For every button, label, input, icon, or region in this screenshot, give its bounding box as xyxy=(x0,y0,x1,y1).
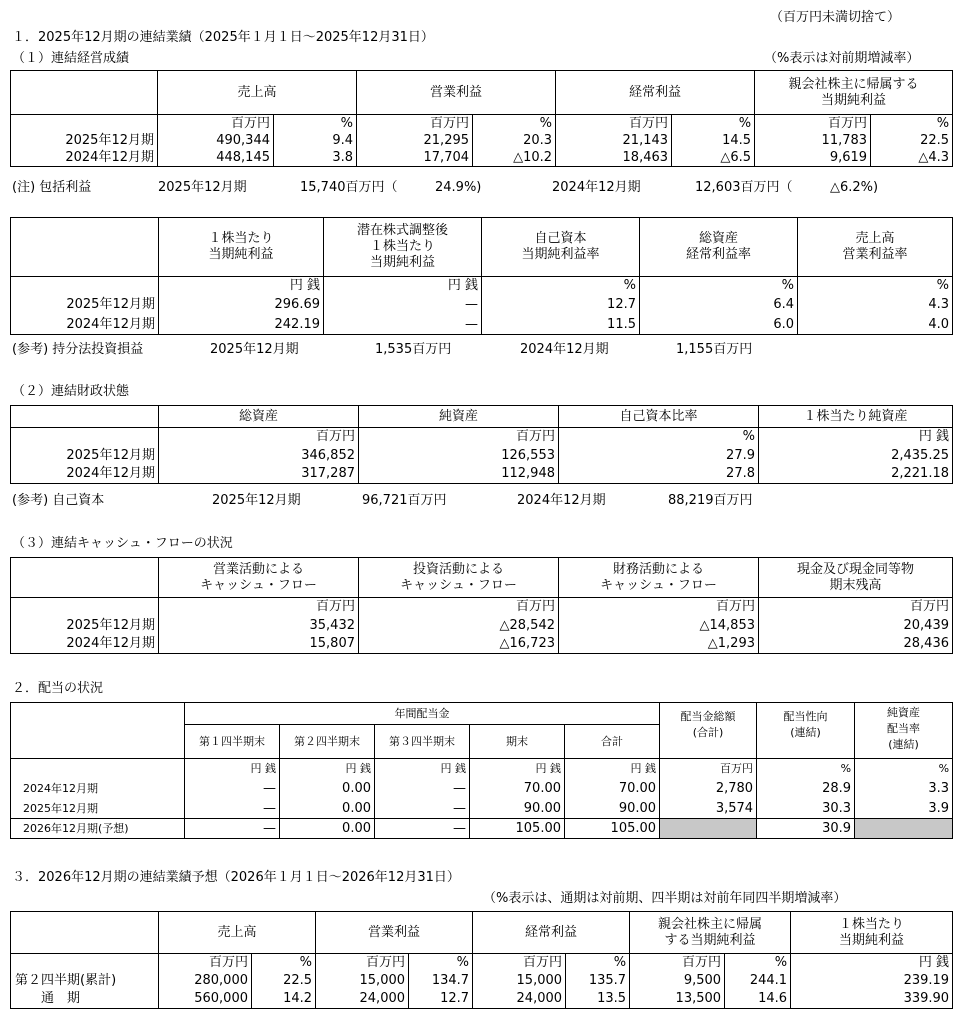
row-label: 2026年12月期(予想) xyxy=(11,819,185,839)
value-cell: 70.00 xyxy=(565,779,660,799)
value-cell: 112,948 xyxy=(359,465,559,484)
value-cell: 24,000 xyxy=(316,990,409,1009)
header-cell: １株当たり 当期純利益 xyxy=(159,218,324,277)
value-cell: 18,463 xyxy=(556,149,672,167)
value-cell: 3.3 xyxy=(855,779,953,799)
value-cell: — xyxy=(324,295,482,315)
value-cell: △16,723 xyxy=(359,635,559,654)
header-cell: 第１四半期末 xyxy=(185,725,280,759)
value-cell: 3.9 xyxy=(855,799,953,819)
value-cell: — xyxy=(375,819,470,839)
header-cell: 期末 xyxy=(470,725,565,759)
value-cell: 70.00 xyxy=(470,779,565,799)
unit-cell: 百万円 xyxy=(159,598,359,616)
unit-cell: 百万円 xyxy=(359,428,559,446)
value-cell: 14.6 xyxy=(725,990,791,1009)
results-table xyxy=(10,70,953,167)
header-cell: 合計 xyxy=(565,725,660,759)
value-cell: 346,852 xyxy=(159,446,359,465)
value-cell: 15,807 xyxy=(159,635,359,654)
header-cell: 財務活動による キャッシュ・フロー xyxy=(559,558,759,598)
unit-cell: 百万円 xyxy=(316,954,409,971)
value-cell: △4.3 xyxy=(871,149,953,167)
unit-cell: % xyxy=(252,954,316,971)
forecast-table xyxy=(10,911,953,1009)
dividends-table xyxy=(10,702,953,839)
value-cell: 30.3 xyxy=(757,799,855,819)
value-cell: 6.4 xyxy=(640,295,798,315)
value-cell: 0.00 xyxy=(280,779,375,799)
unit-cell: 円 銭 xyxy=(470,759,565,779)
value-cell: △14,853 xyxy=(559,616,759,635)
value-cell: 11,783 xyxy=(755,132,871,149)
shaded-cell xyxy=(660,819,757,839)
header-cell: 総資産 経常利益率 xyxy=(640,218,798,277)
header-cell: 経常利益 xyxy=(556,71,755,115)
row-label xyxy=(11,598,159,616)
value-cell: 3,574 xyxy=(660,799,757,819)
value-cell: 28.9 xyxy=(757,779,855,799)
unit-cell: % xyxy=(482,277,640,295)
header-cell: 売上高 営業利益率 xyxy=(798,218,953,277)
unit-cell: 百万円 xyxy=(357,115,473,132)
header-cell: 現金及び現金同等物 期末残高 xyxy=(759,558,953,598)
value-cell: 4.3 xyxy=(798,295,953,315)
value-cell: △6.5 xyxy=(672,149,755,167)
header-cell: 総資産 xyxy=(159,406,359,428)
value-cell: 12.7 xyxy=(482,295,640,315)
corner-cell xyxy=(11,218,159,277)
unit-cell: % xyxy=(871,115,953,132)
corner-cell xyxy=(11,71,158,115)
value-cell: △10.2 xyxy=(473,149,556,167)
unit-cell: % xyxy=(798,277,953,295)
value-cell: — xyxy=(375,779,470,799)
value-cell: 12.7 xyxy=(409,990,473,1009)
value-cell: △1,293 xyxy=(559,635,759,654)
value-cell: 15,000 xyxy=(473,971,566,990)
cashflow-table xyxy=(10,557,953,654)
unit-cell: % xyxy=(672,115,755,132)
value-cell: 90.00 xyxy=(565,799,660,819)
unit-cell: 百万円 xyxy=(630,954,725,971)
header-cell: 営業活動による キャッシュ・フロー xyxy=(159,558,359,598)
unit-note: （百万円未満切捨て） xyxy=(770,10,901,25)
row-label: 2025年12月期 xyxy=(11,295,159,315)
row-label: 2025年12月期 xyxy=(11,132,158,149)
per-share-table xyxy=(10,217,953,335)
value-cell: 22.5 xyxy=(252,971,316,990)
unit-cell: 円 銭 xyxy=(280,759,375,779)
value-cell: 15,000 xyxy=(316,971,409,990)
unit-cell: 百万円 xyxy=(159,428,359,446)
header-cell: 第２四半期末 xyxy=(280,725,375,759)
unit-cell: 円 銭 xyxy=(375,759,470,779)
value-cell: 280,000 xyxy=(159,971,252,990)
unit-cell: % xyxy=(566,954,630,971)
value-cell: 448,145 xyxy=(158,149,274,167)
value-cell: 9,500 xyxy=(630,971,725,990)
value-cell: 9.4 xyxy=(274,132,357,149)
value-cell: 560,000 xyxy=(159,990,252,1009)
value-cell: △28,542 xyxy=(359,616,559,635)
value-cell: 317,287 xyxy=(159,465,359,484)
value-cell: 27.8 xyxy=(559,465,759,484)
row-label xyxy=(11,954,159,971)
value-cell: 27.9 xyxy=(559,446,759,465)
value-cell: 17,704 xyxy=(357,149,473,167)
row-label xyxy=(11,277,159,295)
unit-cell: % xyxy=(757,759,855,779)
unit-cell: % xyxy=(274,115,357,132)
value-cell: 3.8 xyxy=(274,149,357,167)
value-cell: 14.2 xyxy=(252,990,316,1009)
value-cell: 4.0 xyxy=(798,315,953,335)
row-label xyxy=(11,115,158,132)
value-cell: 242.19 xyxy=(159,315,324,335)
value-cell: — xyxy=(185,799,280,819)
value-cell: 2,435.25 xyxy=(759,446,953,465)
header-cell: １株当たり 当期純利益 xyxy=(791,912,953,954)
value-cell: 28,436 xyxy=(759,635,953,654)
value-cell: 339.90 xyxy=(791,990,953,1009)
row-label: 2024年12月期 xyxy=(11,315,159,335)
cashflow-title: （３）連結キャッシュ・フローの状況 xyxy=(12,536,233,551)
unit-cell: 円 銭 xyxy=(791,954,953,971)
header-cell: 親会社株主に帰属 する当期純利益 xyxy=(630,912,791,954)
unit-cell: 百万円 xyxy=(660,759,757,779)
value-cell: 90.00 xyxy=(470,799,565,819)
unit-cell: % xyxy=(725,954,791,971)
header-cell: 配当性向 (連結) xyxy=(757,703,855,759)
header-cell: 自己資本 当期純利益率 xyxy=(482,218,640,277)
value-cell: 9,619 xyxy=(755,149,871,167)
group-header: 年間配当金 xyxy=(185,703,660,725)
value-cell: 35,432 xyxy=(159,616,359,635)
row-label: 第２四半期(累計) xyxy=(11,971,159,990)
row-label xyxy=(11,428,159,446)
value-cell: 296.69 xyxy=(159,295,324,315)
row-label: 2024年12月期 xyxy=(11,779,185,799)
row-label: 2024年12月期 xyxy=(11,465,159,484)
row-label: 2025年12月期 xyxy=(11,616,159,635)
header-cell: 自己資本比率 xyxy=(559,406,759,428)
unit-cell: 百万円 xyxy=(755,115,871,132)
row-label: 2024年12月期 xyxy=(11,149,158,167)
row-label: 2025年12月期 xyxy=(11,446,159,465)
sub1-title: （１）連結経営成績 xyxy=(12,51,130,66)
value-cell: — xyxy=(324,315,482,335)
header-cell: 潜在株式調整後 １株当たり 当期純利益 xyxy=(324,218,482,277)
header-cell: １株当たり純資産 xyxy=(759,406,953,428)
section1-title: １．2025年12月期の連結業績（2025年１月１日～2025年12月31日） xyxy=(12,30,434,45)
unit-cell: % xyxy=(640,277,798,295)
forecast-note: （%表示は、通期は対前期、四半期は対前年同四半期増減率） xyxy=(483,891,847,906)
unit-cell: 百万円 xyxy=(556,115,672,132)
value-cell: 105.00 xyxy=(470,819,565,839)
header-cell: 純資産 xyxy=(359,406,559,428)
value-cell: 13,500 xyxy=(630,990,725,1009)
shaded-cell xyxy=(855,819,953,839)
unit-cell: 円 銭 xyxy=(159,277,324,295)
unit-cell: 百万円 xyxy=(473,954,566,971)
value-cell: 105.00 xyxy=(565,819,660,839)
value-cell: 22.5 xyxy=(871,132,953,149)
header-cell: 営業利益 xyxy=(357,71,556,115)
unit-cell: % xyxy=(855,759,953,779)
forecast-title: ３．2026年12月期の連結業績予想（2026年１月１日～2026年12月31日） xyxy=(12,870,460,885)
row-label xyxy=(11,759,185,779)
value-cell: 0.00 xyxy=(280,799,375,819)
header-cell: 親会社株主に帰属する 当期純利益 xyxy=(755,71,953,115)
value-cell: 2,221.18 xyxy=(759,465,953,484)
value-cell: 21,143 xyxy=(556,132,672,149)
unit-cell: 百万円 xyxy=(759,598,953,616)
unit-cell: % xyxy=(559,428,759,446)
header-cell: 売上高 xyxy=(159,912,316,954)
value-cell: 6.0 xyxy=(640,315,798,335)
value-cell: 24,000 xyxy=(473,990,566,1009)
financial-title: （２）連結財政状態 xyxy=(12,384,130,399)
corner-cell xyxy=(11,912,159,954)
value-cell: 126,553 xyxy=(359,446,559,465)
row-label: 2024年12月期 xyxy=(11,635,159,654)
unit-cell: 円 銭 xyxy=(759,428,953,446)
header-cell: 配当金総額 (合計) xyxy=(660,703,757,759)
unit-cell: 百万円 xyxy=(158,115,274,132)
unit-cell: 百万円 xyxy=(359,598,559,616)
value-cell: 0.00 xyxy=(280,819,375,839)
corner-cell xyxy=(11,406,159,428)
header-cell: 純資産 配当率 (連結) xyxy=(855,703,953,759)
row-label: 2025年12月期 xyxy=(11,799,185,819)
header-cell: 営業利益 xyxy=(316,912,473,954)
corner-cell xyxy=(11,703,185,759)
value-cell: 14.5 xyxy=(672,132,755,149)
value-cell: 134.7 xyxy=(409,971,473,990)
sub1-note: （%表示は対前期増減率） xyxy=(764,51,920,66)
unit-cell: 円 銭 xyxy=(565,759,660,779)
value-cell: — xyxy=(375,799,470,819)
unit-cell: 円 銭 xyxy=(185,759,280,779)
header-cell: 売上高 xyxy=(158,71,357,115)
value-cell: 13.5 xyxy=(566,990,630,1009)
unit-cell: % xyxy=(409,954,473,971)
value-cell: 21,295 xyxy=(357,132,473,149)
unit-cell: 百万円 xyxy=(159,954,252,971)
dividends-title: ２．配当の状況 xyxy=(12,681,104,696)
header-cell: 投資活動による キャッシュ・フロー xyxy=(359,558,559,598)
value-cell: 30.9 xyxy=(757,819,855,839)
unit-cell: 円 銭 xyxy=(324,277,482,295)
header-cell: 経常利益 xyxy=(473,912,630,954)
unit-cell: 百万円 xyxy=(559,598,759,616)
corner-cell xyxy=(11,558,159,598)
value-cell: 490,344 xyxy=(158,132,274,149)
row-label: 通 期 xyxy=(11,990,159,1009)
value-cell: 239.19 xyxy=(791,971,953,990)
value-cell: 2,780 xyxy=(660,779,757,799)
header-cell: 第３四半期末 xyxy=(375,725,470,759)
value-cell: — xyxy=(185,779,280,799)
value-cell: 11.5 xyxy=(482,315,640,335)
value-cell: 20.3 xyxy=(473,132,556,149)
financial-table xyxy=(10,405,953,484)
value-cell: — xyxy=(185,819,280,839)
value-cell: 20,439 xyxy=(759,616,953,635)
value-cell: 135.7 xyxy=(566,971,630,990)
unit-cell: % xyxy=(473,115,556,132)
value-cell: 244.1 xyxy=(725,971,791,990)
